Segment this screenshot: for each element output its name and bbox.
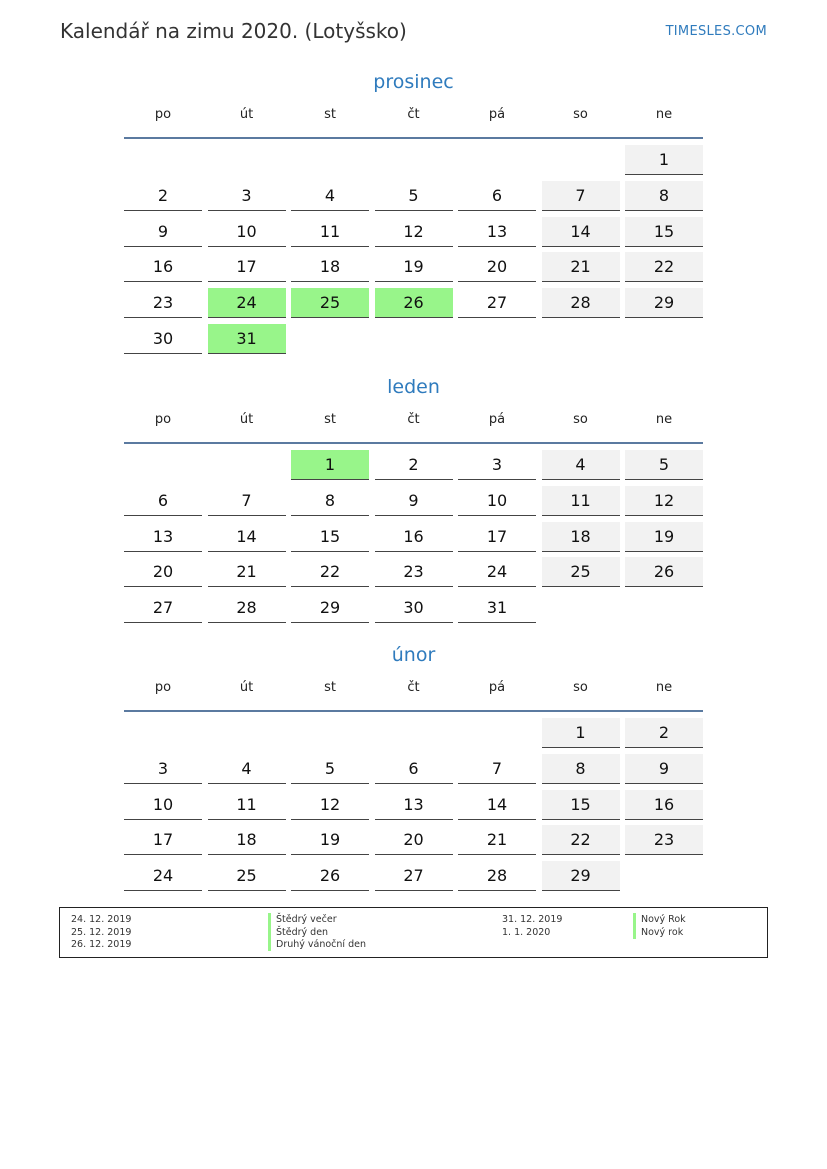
- weekday-label: st: [324, 107, 336, 122]
- day-cell: 9: [124, 217, 202, 247]
- day-cell: 19: [375, 252, 453, 282]
- day-cell: 3: [124, 754, 202, 784]
- weekday-label: čt: [407, 412, 420, 427]
- legend-holiday-name: Štědrý den: [268, 926, 328, 939]
- month-name: únor: [391, 644, 436, 666]
- day-cell: 7: [208, 486, 286, 516]
- day-cell: 24: [124, 861, 202, 891]
- month-name: prosinec: [373, 71, 454, 93]
- day-cell: 12: [291, 790, 369, 820]
- day-cell: 25: [542, 557, 620, 587]
- day-cell: 22: [625, 252, 703, 282]
- day-cell: 23: [375, 557, 453, 587]
- weekday-label: st: [324, 412, 336, 427]
- day-cell: 5: [375, 181, 453, 211]
- day-cell: 5: [625, 450, 703, 480]
- holiday-legend: [59, 907, 768, 958]
- day-cell: 15: [291, 522, 369, 552]
- day-cell: 27: [124, 593, 202, 623]
- day-cell: 31: [208, 324, 286, 354]
- weekday-label: so: [573, 412, 588, 427]
- legend-date: 31. 12. 2019: [502, 914, 563, 925]
- legend-date: 25. 12. 2019: [71, 926, 132, 938]
- day-cell: 18: [208, 825, 286, 855]
- day-cell: 6: [375, 754, 453, 784]
- day-cell: 1: [291, 450, 369, 480]
- month-block: [124, 372, 703, 618]
- weekday-label: pá: [488, 412, 506, 427]
- day-cell: 24: [458, 557, 536, 587]
- weekday-label: st: [324, 680, 336, 695]
- day-cell: 12: [625, 486, 703, 516]
- weekday-label: út: [239, 412, 254, 427]
- weekday-label: ne: [655, 412, 673, 427]
- weekday-header: [124, 670, 703, 712]
- day-cell: 10: [124, 790, 202, 820]
- day-cell: 22: [291, 557, 369, 587]
- day-cell: 15: [542, 790, 620, 820]
- day-cell: 19: [625, 522, 703, 552]
- day-cell: 9: [375, 486, 453, 516]
- day-cell: 1: [542, 718, 620, 748]
- day-cell: 23: [625, 825, 703, 855]
- day-cell: 28: [542, 288, 620, 318]
- day-cell: 11: [208, 790, 286, 820]
- weekday-label: pá: [488, 107, 506, 122]
- day-cell: 30: [375, 593, 453, 623]
- weekday-label: so: [573, 107, 588, 122]
- day-cell: 20: [458, 252, 536, 282]
- day-cell: 16: [625, 790, 703, 820]
- day-cell: 11: [542, 486, 620, 516]
- legend-holiday-name: Nový Rok: [633, 913, 686, 926]
- day-cell: 25: [291, 288, 369, 318]
- day-cell: 16: [124, 252, 202, 282]
- day-cell: 8: [291, 486, 369, 516]
- day-cell: 14: [208, 522, 286, 552]
- day-cell: 12: [375, 217, 453, 247]
- day-cell: 14: [542, 217, 620, 247]
- legend-date: 24. 12. 2019: [71, 914, 132, 925]
- day-cell: 27: [458, 288, 536, 318]
- day-cell: 18: [542, 522, 620, 552]
- day-cell: 8: [625, 181, 703, 211]
- day-cell: 9: [625, 754, 703, 784]
- day-cell: 21: [458, 825, 536, 855]
- day-cell: 1: [625, 145, 703, 175]
- day-cell: 17: [124, 825, 202, 855]
- day-cell: 21: [542, 252, 620, 282]
- day-cell: 28: [208, 593, 286, 623]
- day-cell: 28: [458, 861, 536, 891]
- day-cell: 4: [208, 754, 286, 784]
- day-cell: 19: [291, 825, 369, 855]
- weekday-header: [124, 97, 703, 139]
- day-cell: 29: [291, 593, 369, 623]
- day-cell: 24: [208, 288, 286, 318]
- day-cell: 6: [458, 181, 536, 211]
- weekday-label: po: [154, 680, 172, 695]
- day-cell: 13: [124, 522, 202, 552]
- day-cell: 2: [625, 718, 703, 748]
- day-cell: 26: [375, 288, 453, 318]
- day-cell: 22: [542, 825, 620, 855]
- weekday-label: so: [573, 680, 588, 695]
- day-cell: 10: [458, 486, 536, 516]
- month-block: [124, 67, 703, 348]
- day-cell: 31: [458, 593, 536, 623]
- day-cell: 4: [291, 181, 369, 211]
- day-cell: 20: [124, 557, 202, 587]
- weekday-label: ne: [655, 107, 673, 122]
- day-cell: 29: [625, 288, 703, 318]
- weekday-label: út: [239, 680, 254, 695]
- day-cell: 8: [542, 754, 620, 784]
- weekday-label: ne: [655, 680, 673, 695]
- day-cell: 16: [375, 522, 453, 552]
- day-cell: 18: [291, 252, 369, 282]
- day-cell: 23: [124, 288, 202, 318]
- day-cell: 6: [124, 486, 202, 516]
- day-cell: 4: [542, 450, 620, 480]
- day-cell: 5: [291, 754, 369, 784]
- legend-holiday-name: Druhý vánoční den: [268, 938, 366, 951]
- day-cell: 10: [208, 217, 286, 247]
- month-name: leden: [387, 376, 440, 398]
- day-cell: 2: [124, 181, 202, 211]
- weekday-label: pá: [488, 680, 506, 695]
- weekday-label: čt: [407, 680, 420, 695]
- day-cell: 2: [375, 450, 453, 480]
- day-cell: 30: [124, 324, 202, 354]
- day-cell: 7: [458, 754, 536, 784]
- legend-date: 26. 12. 2019: [71, 939, 132, 950]
- weekday-label: po: [154, 107, 172, 122]
- weekday-header: [124, 402, 703, 444]
- day-cell: 3: [208, 181, 286, 211]
- day-cell: 27: [375, 861, 453, 891]
- legend-holiday-name: Nový rok: [633, 926, 683, 939]
- day-cell: 25: [208, 861, 286, 891]
- day-cell: 26: [291, 861, 369, 891]
- day-cell: 20: [375, 825, 453, 855]
- day-cell: 21: [208, 557, 286, 587]
- day-cell: 26: [625, 557, 703, 587]
- day-cell: 29: [542, 861, 620, 891]
- month-block: [124, 640, 703, 886]
- day-cell: 13: [375, 790, 453, 820]
- page-title: Kalendář na zimu 2020. (Lotyšsko): [60, 19, 407, 43]
- brand-link[interactable]: TIMESLES.COM: [665, 24, 767, 39]
- weekday-label: po: [154, 412, 172, 427]
- day-cell: 17: [208, 252, 286, 282]
- day-cell: 7: [542, 181, 620, 211]
- day-cell: 14: [458, 790, 536, 820]
- weekday-label: út: [239, 107, 254, 122]
- day-cell: 11: [291, 217, 369, 247]
- day-cell: 13: [458, 217, 536, 247]
- day-cell: 3: [458, 450, 536, 480]
- legend-holiday-name: Štědrý večer: [268, 913, 337, 926]
- day-cell: 15: [625, 217, 703, 247]
- legend-date: 1. 1. 2020: [502, 926, 551, 938]
- day-cell: 17: [458, 522, 536, 552]
- weekday-label: čt: [407, 107, 420, 122]
